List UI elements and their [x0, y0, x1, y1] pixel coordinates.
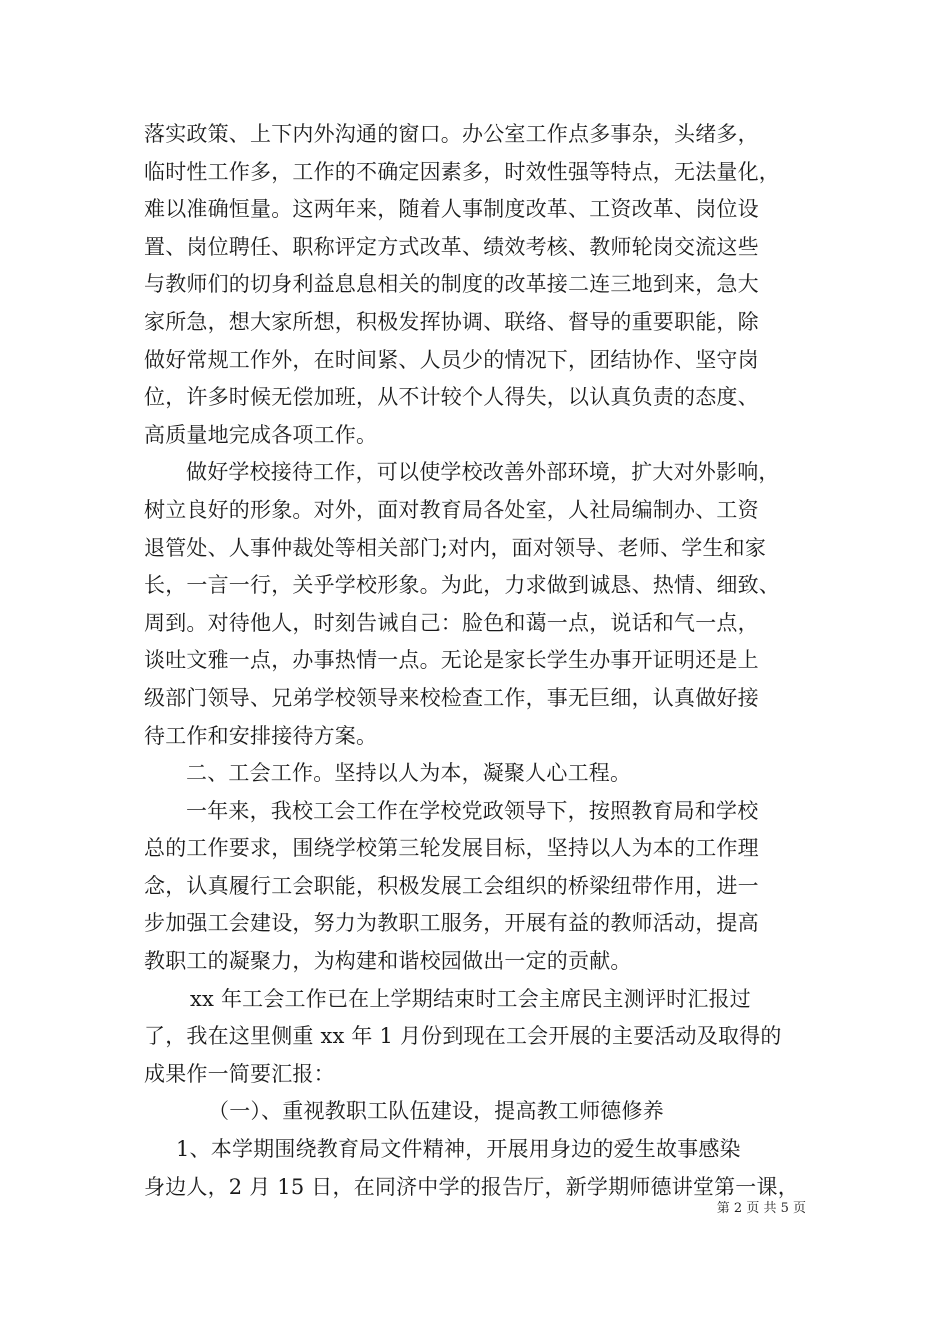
- text-line: 身边人，2 月 15 日，在同济中学的报告厅，新学期师德讲堂第一课，: [144, 1174, 799, 1199]
- text-line: 待工作和安排接待方案。: [144, 723, 378, 748]
- text-line: 教职工的凝聚力，为构建和谐校园做出一定的贡献。: [144, 949, 632, 974]
- subsection-heading: （一）、重视教职工队伍建设，提高教工师德修养: [208, 1099, 664, 1124]
- text-line: 难以准确恒量。这两年来，随着人事制度改革、工资改革、岗位设: [144, 197, 759, 222]
- text-line: 了，我在这里侧重 xx 年 1 月份到现在工会开展的主要活动及取得的: [144, 1024, 782, 1049]
- paragraph-start-line: 1、本学期围绕教育局文件精神，开展用身边的爱生故事感染: [176, 1137, 741, 1162]
- text-line: 与教师们的切身利益息息相关的制度的改革接二连三地到来，急大: [144, 272, 759, 297]
- text-line: 临时性工作多，工作的不确定因素多，时效性强等特点，无法量化，: [144, 159, 780, 184]
- text-line: 长，一言一行，关乎学校形象。为此，力求做到诚恳、热情、细致、: [144, 573, 780, 598]
- document-body: [144, 116, 808, 1206]
- text-line: 总的工作要求，围绕学校第三轮发展目标，坚持以人为本的工作理: [144, 836, 759, 861]
- text-line: 退管处、人事仲裁处等相关部门;对内，面对领导、老师、学生和家: [144, 535, 767, 560]
- text-line: 级部门领导、兄弟学校领导来校检查工作，事无巨细，认真做好接: [144, 685, 759, 710]
- text-line: 落实政策、上下内外沟通的窗口。办公室工作点多事杂，头绪多，: [144, 122, 759, 146]
- paragraph-start-line: 做好学校接待工作，可以使学校改善外部环境，扩大对外影响，: [186, 460, 780, 485]
- text-line: 谈吐文雅一点，办事热情一点。无论是家长学生办事开证明还是上: [144, 648, 759, 673]
- section-heading: 二、工会工作。坚持以人为本，凝聚人心工程。: [186, 761, 632, 786]
- page-number-footer: 第 2 页 共 5 页: [716, 1201, 806, 1216]
- text-line: 家所急，想大家所想，积极发挥协调、联络、督导的重要职能，除: [144, 309, 759, 334]
- text-line: 步加强工会建设，努力为教职工服务，开展有益的教师活动，提高: [144, 911, 759, 936]
- text-line: 做好常规工作外，在时间紧、人员少的情况下，团结协作、坚守岗: [144, 347, 759, 372]
- text-line: 置、岗位聘任、职称评定方式改革、绩效考核、教师轮岗交流这些: [144, 234, 759, 259]
- text-line: 周到。对待他人，时刻告诫自己：脸色和蔼一点，说话和气一点，: [144, 610, 759, 635]
- paragraph-start-line: xx 年工会工作已在上学期结束时工会主席民主测评时汇报过: [190, 986, 751, 1011]
- text-line: 成果作一简要汇报：: [144, 1061, 335, 1086]
- text-line: 位，许多时候无偿加班，从不计较个人得失，以认真负责的态度、: [144, 385, 759, 410]
- text-line: 树立良好的形象。对外，面对教育局各处室，人社局编制办、工资: [144, 497, 759, 522]
- text-line: 念，认真履行工会职能，积极发展工会组织的桥梁纽带作用，进一: [144, 873, 759, 898]
- paragraph-start-line: 一年来，我校工会工作在学校党政领导下，按照教育局和学校: [186, 798, 759, 823]
- text-line: 高质量地完成各项工作。: [144, 422, 378, 447]
